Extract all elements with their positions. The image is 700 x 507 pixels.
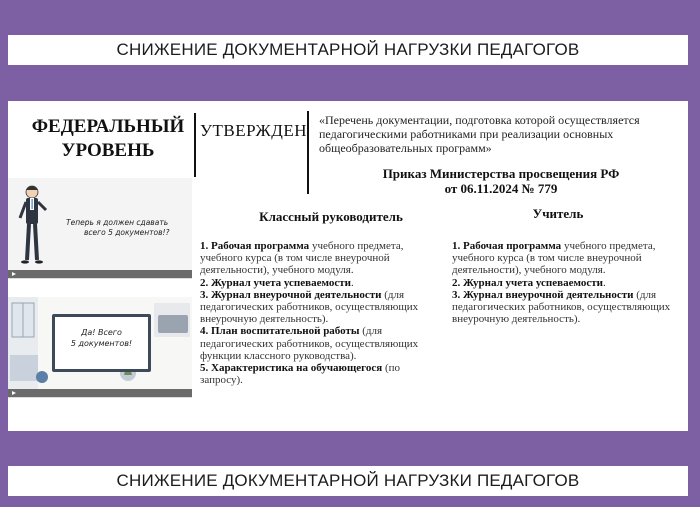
bottom-banner-title: СНИЖЕНИЕ ДОКУМЕНТАРНОЙ НАГРУЗКИ ПЕДАГОГОВ — [116, 471, 580, 490]
class-teacher-heading: Классный руководитель — [259, 209, 403, 224]
video2-caption-line1: Да! Всего — [81, 328, 122, 337]
list-item — [200, 277, 420, 289]
list-item-text: (по запросу). — [200, 362, 400, 387]
top-banner — [8, 35, 688, 65]
teacher-list — [452, 240, 677, 325]
list-item-text: . — [350, 276, 354, 289]
approved-label: УТВЕРЖДЕН — [200, 121, 307, 140]
video1-caption — [66, 218, 170, 238]
list-item-title: 3. Журнал внеурочной деятельности — [200, 288, 382, 301]
order-reference — [326, 166, 676, 196]
list-item-text: (для педагогических работников, осуществляющих внеурочную деятельность). — [452, 288, 671, 326]
level-title — [18, 115, 198, 163]
video1-caption-line1: Теперь я должен сдавать — [66, 218, 169, 227]
video-player-teacher[interactable] — [8, 178, 192, 279]
divider-line — [307, 111, 309, 194]
list-item-title: 4. План воспитательной работы — [200, 325, 360, 338]
chalkboard — [52, 314, 151, 372]
class-teacher-list — [200, 240, 420, 386]
video2-caption — [55, 327, 148, 349]
document-quote: «Перечень документации, подготовка которой осуществляется педагогическими работниками при реализации основных общеобразовательных программ» — [319, 113, 640, 155]
top-banner-title: СНИЖЕНИЕ ДОКУМЕНТАРНОЙ НАГРУЗКИ ПЕДАГОГОВ — [116, 40, 580, 59]
list-item — [452, 240, 677, 277]
list-item-text: учебного предмета, учебного курса (в том числе внеурочной деятельности), учебного модуля. — [200, 240, 404, 277]
level-title-line1: ФЕДЕРАЛЬНЫЙ — [31, 116, 185, 137]
list-item — [200, 325, 420, 362]
video2-controls[interactable] — [8, 389, 192, 397]
list-item-text: (для педагогических работников, осуществляющих функции классного руководства). — [200, 325, 419, 362]
list-item-text: (для педагогических работников, осуществляющих внеурочную деятельность). — [200, 288, 419, 326]
list-item — [452, 289, 677, 326]
list-item-title: 1. Рабочая программа — [200, 240, 310, 252]
video-player-classroom[interactable] — [8, 297, 192, 398]
list-item-title: 1. Рабочая программа — [452, 240, 562, 252]
video1-controls[interactable] — [8, 270, 192, 278]
list-item-title: 2. Журнал учета успеваемости — [200, 276, 351, 289]
video2-caption-line2: 5 документов! — [70, 339, 133, 348]
list-item-title: 3. Журнал внеурочной деятельности — [452, 288, 634, 301]
list-item — [200, 362, 420, 386]
teacher-heading: Учитель — [532, 206, 584, 221]
order-line1: Приказ Министерства просвещения РФ — [382, 166, 620, 181]
list-item — [452, 277, 677, 289]
list-item — [200, 240, 420, 277]
list-item-title: 5. Характеристика на обучающегося — [200, 362, 383, 375]
list-item-text: учебного предмета, учебного курса (в том числе внеурочной деятельности), учебного модуля. — [452, 240, 656, 277]
divider-line — [194, 113, 196, 177]
list-item-title: 2. Журнал учета успеваемости — [452, 276, 603, 289]
list-item — [200, 289, 420, 326]
bottom-banner — [8, 466, 688, 496]
level-title-line2: УРОВЕНЬ — [61, 140, 155, 161]
video1-caption-line2: всего 5 документов!? — [84, 228, 170, 237]
list-item-text: . — [602, 276, 606, 289]
order-line2: от 06.11.2024 № 779 — [444, 181, 558, 196]
content-panel — [8, 101, 688, 431]
